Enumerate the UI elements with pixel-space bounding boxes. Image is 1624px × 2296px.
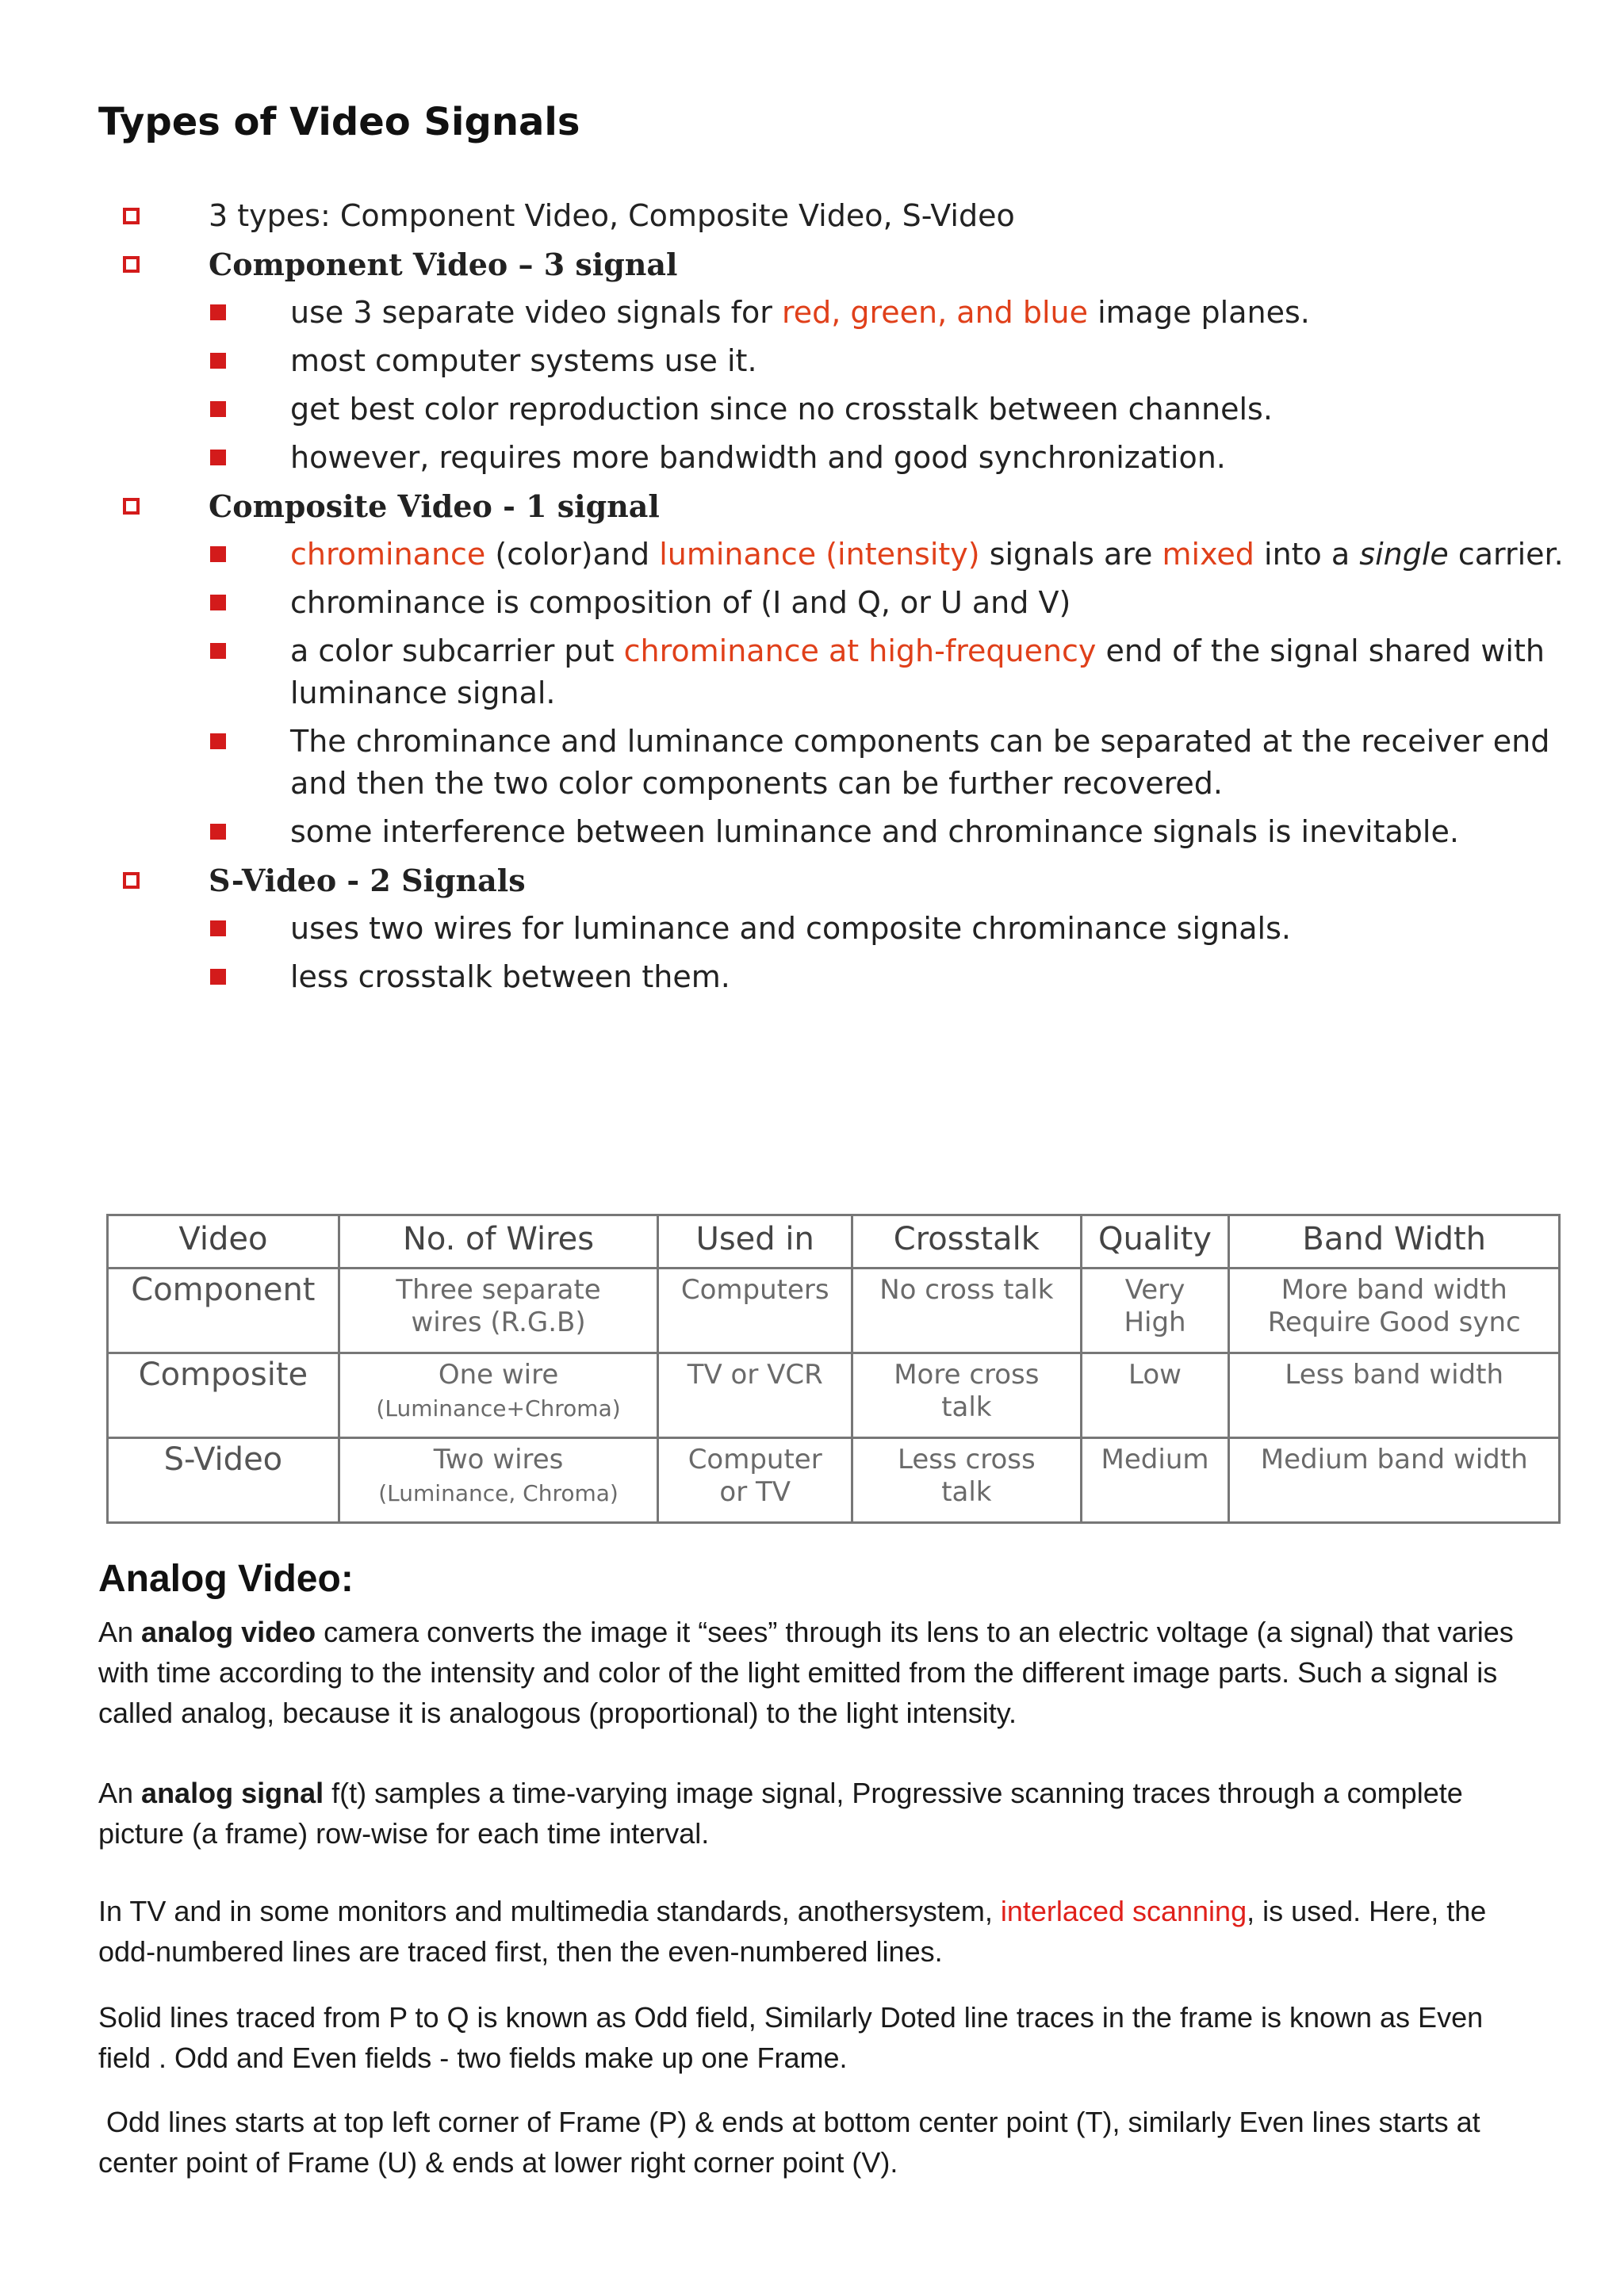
list-item-composite-1 <box>0 534 1624 582</box>
analog-paragraph-1: An analog video camera converts the image it “sees” through its lens to an electric voltage (a signal) that varies with time according to the intensity and color of the light emitted from the different image parts. Such a signal is called analog, because it is analogous (proportional) to the light intensity. <box>98 1616 1514 1729</box>
cell-used-in: TV or VCR <box>658 1353 852 1438</box>
filled-square-bullet-icon <box>210 643 226 659</box>
header-used-in: Used in <box>658 1215 852 1269</box>
cell-quality: Very High <box>1081 1269 1229 1353</box>
cell-wires: One wire (Luminance+Chroma) <box>339 1353 658 1438</box>
table-row <box>108 1269 1560 1353</box>
cell-bandwidth: More band width Require Good sync <box>1229 1269 1560 1353</box>
cell-bandwidth: Medium band width <box>1229 1438 1560 1523</box>
hollow-square-bullet-icon <box>123 498 140 515</box>
table-header-row <box>108 1215 1560 1269</box>
cell-crosstalk: No cross talk <box>852 1269 1082 1353</box>
header-wires: No. of Wires <box>339 1215 658 1269</box>
filled-square-bullet-icon <box>210 401 226 417</box>
list-item-composite-5 <box>0 811 1624 859</box>
cell-quality: Low <box>1081 1353 1229 1438</box>
filled-square-bullet-icon <box>210 920 226 936</box>
component-bullet-1: use 3 separate video signals for red, green, and blue image planes. <box>290 295 1310 330</box>
analog-video-section <box>98 1557 1542 2183</box>
analog-heading: Analog Video: <box>98 1558 354 1600</box>
component-bullet-2: most computer systems use it. <box>290 343 757 378</box>
filled-square-bullet-icon <box>210 450 226 465</box>
list-item-svideo-2 <box>0 956 1624 1004</box>
component-bullet-4: however, requires more bandwidth and good synchronization. <box>290 440 1226 475</box>
list-item-component-2 <box>0 340 1624 388</box>
table-row <box>108 1353 1560 1438</box>
header-quality: Quality <box>1081 1215 1229 1269</box>
cell-video: S-Video <box>108 1438 339 1523</box>
hollow-square-bullet-icon <box>123 872 140 889</box>
composite-bullet-1: chrominance (color)and luminance (intensity) signals are mixed into a single carrier. <box>290 537 1564 572</box>
page-title: Types of Video Signals <box>98 100 580 144</box>
analog-paragraph-5: Odd lines starts at top left corner of Frame (P) & ends at bottom center point (T), similarly Even lines starts at center point of Frame (U) & ends at lower right corner point (V). <box>98 2106 1488 2179</box>
composite-heading: Composite Video - 1 signal <box>209 488 660 524</box>
cell-video: Component <box>108 1269 339 1353</box>
interlaced-highlight: interlaced scanning <box>1000 1895 1247 1927</box>
filled-square-bullet-icon <box>210 546 226 562</box>
composite-bullet-2: chrominance is composition of (I and Q, or U and V) <box>290 585 1071 620</box>
filled-square-bullet-icon <box>210 824 226 840</box>
analog-paragraph-2: An analog signal f(t) samples a time-varying image signal, Progressive scanning traces through a complete picture (a frame) row-wise for each time interval. <box>98 1777 1463 1850</box>
cell-wires: Three separate wires (R.G.B) <box>339 1269 658 1353</box>
cell-crosstalk: Less cross talk <box>852 1438 1082 1523</box>
cell-quality: Medium <box>1081 1438 1229 1523</box>
component-heading: Component Video – 3 signal <box>209 247 678 282</box>
cell-used-in: Computers <box>658 1269 852 1353</box>
filled-square-bullet-icon <box>210 733 226 749</box>
cell-wires: Two wires (Luminance, Chroma) <box>339 1438 658 1523</box>
list-item-svideo-heading <box>0 859 1624 908</box>
list-item-svideo-1 <box>0 908 1624 956</box>
composite-bullet-4: The chrominance and luminance components can be separated at the receiver end and then the two color components can be further recovered. <box>290 724 1550 801</box>
list-item-composite-2 <box>0 582 1624 630</box>
svideo-heading: S-Video - 2 Signals <box>209 863 526 898</box>
filled-square-bullet-icon <box>210 969 226 985</box>
list-item-composite-3 <box>0 630 1624 721</box>
list-item-component-3 <box>0 388 1624 437</box>
cell-crosstalk: More cross talk <box>852 1353 1082 1438</box>
header-video: Video <box>108 1215 339 1269</box>
cell-bandwidth: Less band width <box>1229 1353 1560 1438</box>
header-bandwidth: Band Width <box>1229 1215 1560 1269</box>
cell-video: Composite <box>108 1353 339 1438</box>
analog-paragraph-3: In TV and in some monitors and multimedia standards, anothersystem, interlaced scanning, is used. Here, the odd-numbered lines are traced first, then the even-numbered lines. <box>98 1895 1487 1968</box>
analog-paragraph-4: Solid lines traced from P to Q is known as Odd field, Similarly Doted line traces in the frame is known as Even field . Odd and Even fields - two fields make up one Frame. <box>98 2001 1484 2074</box>
svideo-bullet-1: uses two wires for luminance and composite chrominance signals. <box>290 911 1291 946</box>
filled-square-bullet-icon <box>210 353 226 369</box>
list-item-component-1 <box>0 292 1624 340</box>
component-bullet-3: get best color reproduction since no crosstalk between channels. <box>290 392 1273 427</box>
hollow-square-bullet-icon <box>123 208 140 224</box>
intro-text: 3 types: Component Video, Composite Video, S-Video <box>209 198 1015 233</box>
list-item-composite-heading <box>0 485 1624 534</box>
composite-bullet-3: a color subcarrier put chrominance at high-frequency end of the signal shared with luminance signal. <box>290 633 1545 710</box>
video-types-list <box>0 195 1624 1004</box>
hollow-square-bullet-icon <box>123 256 140 273</box>
cell-used-in: Computer or TV <box>658 1438 852 1523</box>
list-item-composite-4 <box>0 721 1624 811</box>
table-row <box>108 1438 1560 1523</box>
video-comparison-table <box>106 1214 1561 1524</box>
rgb-highlight: red, green, and blue <box>781 295 1089 330</box>
header-crosstalk: Crosstalk <box>852 1215 1082 1269</box>
svideo-bullet-2: less crosstalk between them. <box>290 959 730 994</box>
list-item-intro <box>0 195 1624 243</box>
filled-square-bullet-icon <box>210 304 226 320</box>
list-item-component-4 <box>0 437 1624 485</box>
list-item-component-heading <box>0 243 1624 292</box>
filled-square-bullet-icon <box>210 595 226 610</box>
composite-bullet-5: some interference between luminance and chrominance signals is inevitable. <box>290 814 1459 849</box>
